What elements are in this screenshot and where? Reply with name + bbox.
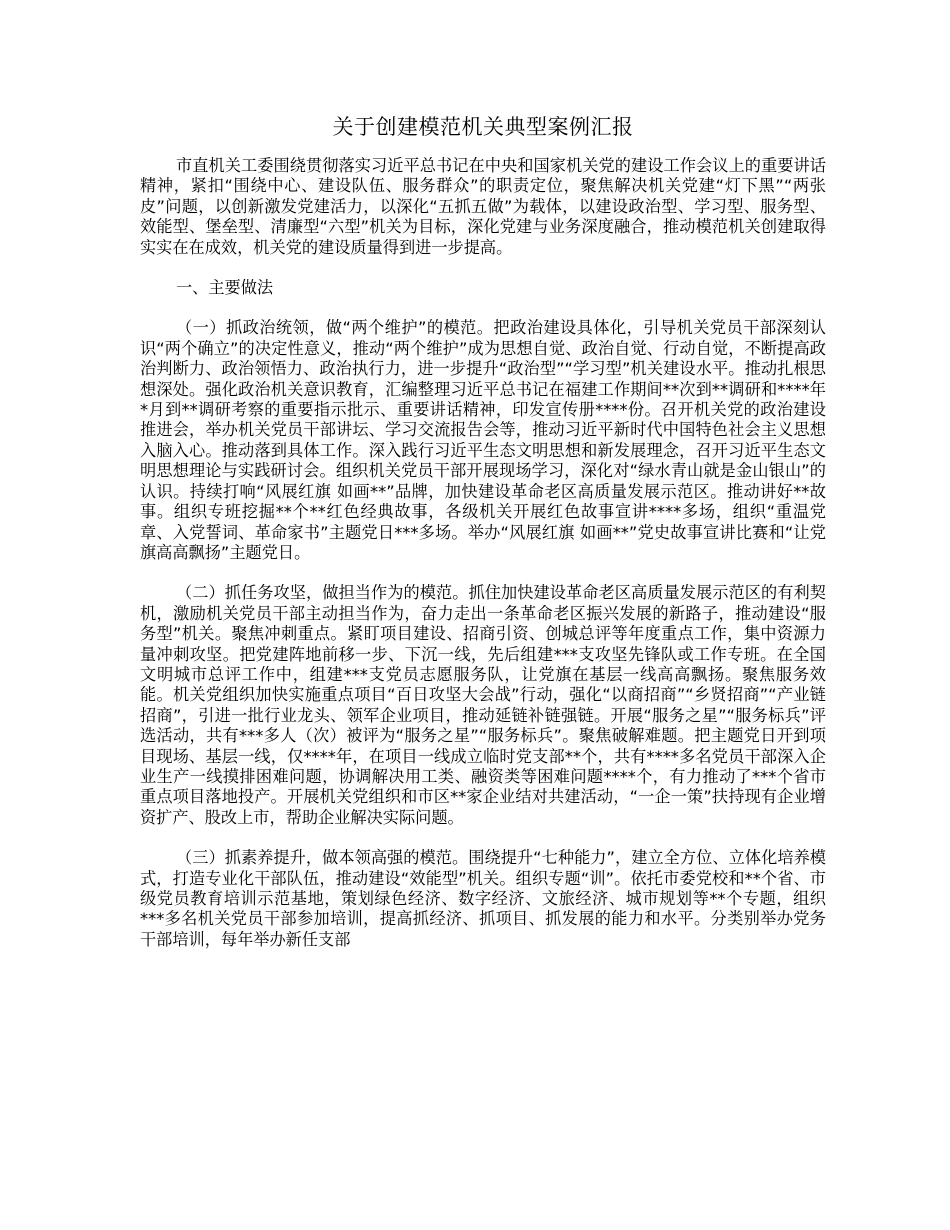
paragraph-task-tackling: （二）抓任务攻坚，做担当作为的模范。抓住加快建设革命老区高质量发展示范区的有利契机，激励机关党员干部主动担当作为，奋力走出一条革命老区振兴发展的新路子，推动建设“服务型”机关。聚焦冲刺重点。紧盯项目建设、招商引资、创城总评等年度重点工作，集中资源力量冲刺攻坚。把党建阵地前移一步、下沉一线，先后组建***支攻坚先锋队或工作专班。在全国文明城市总评工作中，组建***支党员志愿服务队，让党旗在基层一线高高飘扬。聚焦服务效能。机关党组织加快实施重点项目“百日攻坚大会战”行动，强化“以商招商”“乡贤招商”“产业链招商”，引进一批行业龙头、领军企业项目，推动延链补链强链。开展“服务之星”“服务标兵”评选活动，共有***多人（次）被评为“服务之星”“服务标兵”。聚焦破解难题。把主题党日开到项目现场、基层一线，仅****年，在项目一线成立临时党支部**个，共有****多名党员干部深入企业生产一线摸排困难问题，协调解决用工类、融资类等困难问题****个，有力推动了***个省市重点项目落地投产。开展机关党组织和市区**家企业结对共建活动，“一企一策”扶持现有企业增资扩产、股改上市，帮助企业解决实际问题。 [140,583,826,827]
document-page [140,112,826,970]
document-title: 关于创建模范机关典型案例汇报 [332,115,634,139]
paragraph-quality-improvement: （三）抓素养提升，做本领高强的模范。围绕提升“七种能力”，建立全方位、立体化培养模式，打造专业化干部队伍，推动建设“效能型”机关。组织专题“训”。依托市委党校和**个省、市级党员教育培训示范基地，策划绿色经济、数字经济、文旅经济、城市规划等**个专题，组织***多名机关党员干部参加培训，提高抓经济、抓项目、抓发展的能力和水平。分类别举办党务干部培训，每年举办新任支部 [140,848,826,949]
paragraph-political-leadership: （一）抓政治统领，做“两个维护”的模范。把政治建设具体化，引导机关党员干部深刻认识“两个确立”的决定性意义，推动“两个维护”成为思想自觉、政治自觉、行动自觉，不断提高政治判断力、政治领悟力、政治执行力，进一步提升“政治型”“学习型”机关建设水平。推动扎根思想深处。强化政治机关意识教育，汇编整理习近平总书记在福建工作期间**次到**调研和****年*月到**调研考察的重要指示批示、重要讲话精神，印发宣传册****份。召开机关党的政治建设推进会，举办机关党员干部讲坛、学习交流报告会等，推动习近平新时代中国特色社会主义思想入脑入心。推动落到具体工作。深入践行习近平生态文明思想和新发展理念，召开习近平生态文明思想理论与实践研讨会。组织机关党员干部开展现场学习，深化对“绿水青山就是金山银山”的认识。持续打响“风展红旗 如画**”品牌，加快建设革命老区高质量发展示范区。推动讲好**故事。组织专班挖掘**个**红色经典故事，各级机关开展红色故事宣讲****多场，组织“重温党章、入党誓词、革命家书”主题党日***多场。举办“风展红旗 如画**”党史故事宣讲比赛和“让党旗高高飘扬”主题党日。 [140,318,826,562]
section-heading-main-practices: 一、主要做法 [176,278,274,298]
intro-paragraph: 市直机关工委围绕贯彻落实习近平总书记在中央和国家机关党的建设工作会议上的重要讲话精神，紧扣“围绕中心、建设队伍、服务群众”的职责定位，聚焦解决机关党建“灯下黑”“两张皮”问题，以创新激发党建活力，以深化“五抓五做”为载体，以建设政治型、学习型、服务型、效能型、堡垒型、清廉型“六型”机关为目标，深化党建与业务深度融合，推动模范机关创建取得实实在在成效，机关党的建设质量得到进一步提高。 [140,156,826,257]
